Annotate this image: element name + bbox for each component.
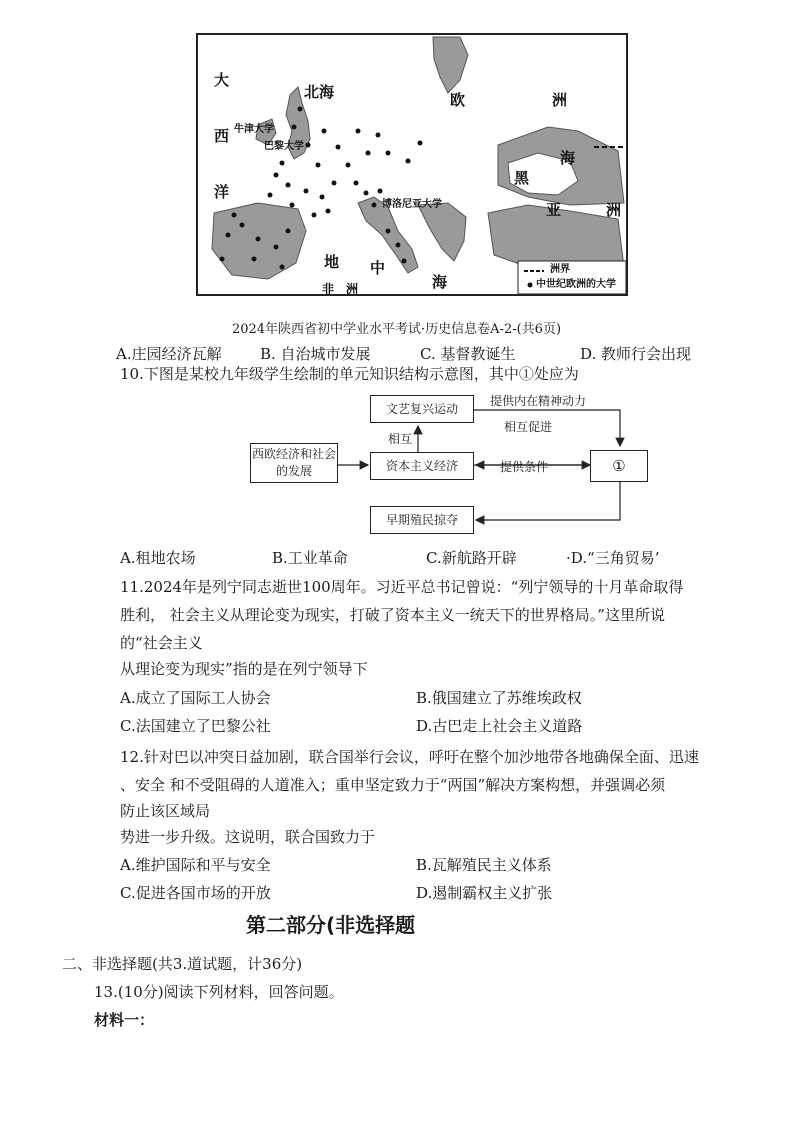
section-title: 二、非选择题(共3.道试题，计36分) (62, 955, 303, 973)
map-label-bologna: 博洛尼亚大学 (382, 199, 442, 210)
map-label-med-2: 中 (370, 259, 386, 277)
legend-university-symbol (528, 283, 533, 288)
q11-option-b: B.俄国建立了苏维埃政权 (416, 689, 582, 707)
legend-university-label: 中世纪欧洲的大学 (536, 279, 616, 290)
q12-line-1: 12.针对巴以冲突日益加剧，联合国举行会议，呼吁在整个加沙地带各地确保全面、迅速 (120, 748, 699, 766)
map-label-europe-1: 欧 (450, 91, 466, 109)
map-label-north-sea: 北海 (304, 83, 335, 101)
q12-line-2: 、安全 和不受阻碍的人道准入；重申坚定致力于“两国”解决方案构想，并强调必须 (120, 776, 666, 794)
diagram-label-mutual-1: 相互促进 (504, 420, 553, 434)
q9-option-a: A.庄园经济瓦解 (116, 345, 222, 363)
q12-option-a: A.维护国际和平与安全 (120, 856, 271, 874)
diagram-label-conditions: 提供条件 (500, 460, 549, 474)
q12-line-3: 防止该区域局 (120, 802, 211, 820)
map-label-asia-2: 洲 (606, 201, 622, 219)
europe-universities-map (196, 33, 628, 296)
q12-option-c: C.促进各国市场的开放 (120, 884, 271, 902)
diagram-box-circle-1: ① (590, 450, 648, 482)
q9-option-d: D. 教师行会出现 (580, 345, 692, 363)
map-label-oxford: 牛津大学 (234, 124, 274, 135)
map-label-africa: 非 洲 (322, 282, 359, 296)
q12-option-d: D.遏制霸权主义扩张 (416, 884, 553, 902)
q10-stem: 10.下图是某校九年级学生绘制的单元知识结构示意图，其中①处应为 (120, 365, 579, 383)
diagram-box-renaissance: 文艺复兴运动 (370, 395, 474, 423)
map-label-paris: 巴黎大学 (264, 141, 304, 152)
map-label-atlantic-1: 大 (214, 71, 230, 89)
q12-line-4: 势进一步升级。这说明，联合国致力于 (120, 828, 376, 846)
q11-line-1: 11.2024年是列宁同志逝世100周年。习近平总书记曾说：“列宁领导的十月革命取得 (120, 578, 684, 596)
scandinavia-land (433, 37, 468, 93)
map-label-europe-2: 洲 (552, 91, 568, 109)
q10-option-b: B.工业革命 (272, 549, 348, 567)
q10-option-c: C.新航路开辟 (426, 549, 517, 567)
map-label-black-sea-2: 海 (560, 149, 576, 167)
q11-option-a: A.成立了国际工人协会 (120, 689, 271, 707)
q11-option-d: D.古巴走上社会主义道路 (416, 717, 583, 735)
material-one-label: 材料一： (94, 1011, 155, 1029)
map-label-asia-1: 亚 (546, 201, 562, 219)
q10-option-a: A.租地农场 (120, 549, 196, 567)
q11-line-4: 从理论变为现实”指的是在列宁领导下 (120, 660, 368, 678)
legend-border-label: 洲界 (550, 264, 570, 275)
map-label-atlantic-3: 洋 (214, 183, 230, 201)
page-footer: 2024年陕西省初中学业水平考试·历史信息卷A-2-(共6页) (231, 322, 562, 337)
map-label-med-1: 地 (324, 253, 340, 271)
q9-option-b: B. 自治城市发展 (260, 345, 371, 363)
part-two-heading: 第二部分(非选择题 (246, 913, 416, 937)
q10-option-d: ·D.“三角贸易’ (566, 549, 660, 567)
map-label-black-sea-1: 黑 (514, 169, 530, 187)
q11-line-3: 的“社会主义 (120, 634, 203, 652)
diagram-box-colonial: 早期殖民掠夺 (370, 506, 474, 534)
diagram-box-capitalism: 资本主义经济 (370, 452, 474, 480)
q13-stem: 13.(10分)阅读下列材料，回答问题。 (94, 983, 344, 1001)
map-label-med-3: 海 (432, 273, 448, 291)
q11-line-2: 胜利， 社会主义从理论变为现实，打破了资本主义一统天下的世界格局。”这里所说 (120, 606, 665, 624)
balkans-land (418, 203, 466, 261)
q12-option-b: B.瓦解殖民主义体系 (416, 856, 552, 874)
diagram-box-western-europe: 西欧经济和社会的发展 (250, 443, 338, 483)
map-label-atlantic-2: 西 (214, 127, 230, 145)
q9-option-c: C. 基督教诞生 (420, 345, 516, 363)
q11-option-c: C.法国建立了巴黎公社 (120, 717, 271, 735)
diagram-label-spiritual: 提供内在精神动力 (490, 394, 587, 408)
diagram-label-mutual-2: 相互 (388, 432, 413, 446)
